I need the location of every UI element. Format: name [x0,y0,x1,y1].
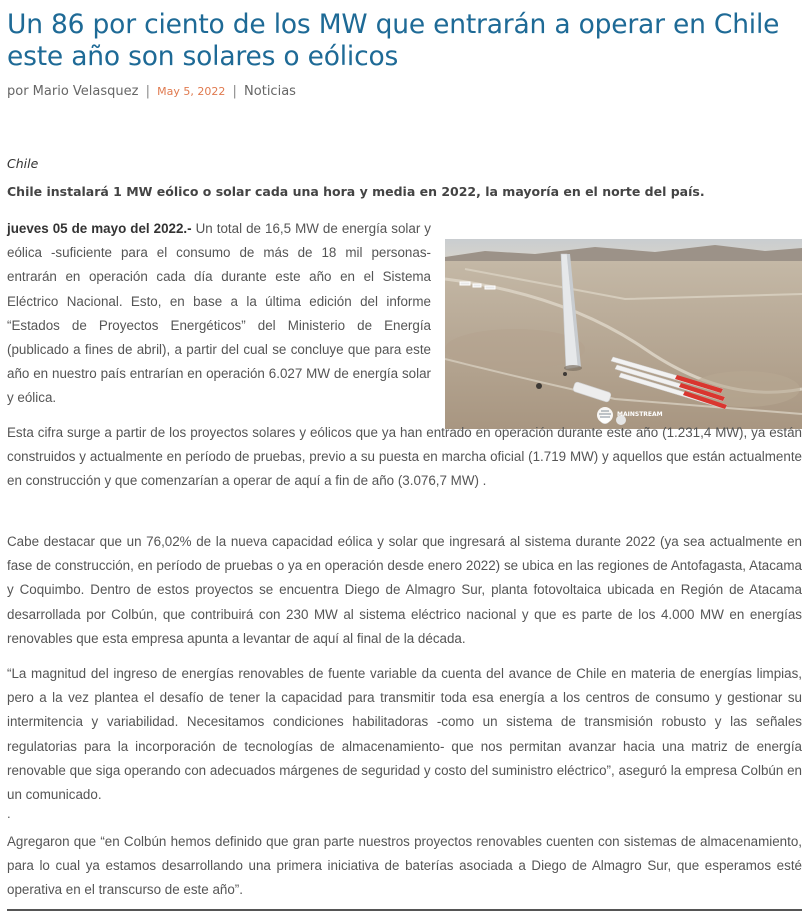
meta-separator: | [232,84,237,99]
article-lead: Chile instalará 1 MW eólico o solar cada una hora y media en 2022, la mayoría en el norte del país. [7,184,705,199]
photo-logo-text: MAINSTREAM [617,411,663,418]
region-label: Chile [7,156,39,171]
paragraph-2: Esta cifra surge a partir de los proyectos solares y eólicos que ya han entrado en operación durante este año (1.231,4 MW), ya están construidos y actualmente en período de pruebas, previo a su puesta en marcha oficial (1.719 MW) y aquellos que están actualmente en construcción y que comenzarían a operar de aquí a fin de año (3.076,7 MW) . [7,425,802,489]
paragraph-1 [7,217,431,411]
post-date: May 5, 2022 [157,85,226,98]
paragraph-1-text: Un total de 16,5 MW de energía solar y eólica -suficiente para el consumo de más de 18 mil personas- entrarán en operación cada día durante este año en el Sistema Eléctrico Nacional. Esto, en base a la última edición del informe “Estados de Proyectos Energéticos” del Ministerio de Energía (publicado a fines de abril), a partir del cual se concluye que para este año en nuestro país entrarían en operación 6.027 MW de energía solar y eólica. [7,221,431,406]
article-title[interactable]: Un 86 por ciento de los MW que entrarán a operar en Chile este año son solares o eólicos [7,9,780,72]
paragraph-3: Cabe destacar que un 76,02% de la nueva capacidad eólica y solar que ingresará al sistema durante 2022 (ya sea actualmente en fase de construcción, en período de pruebas o ya en operación desde enero 2022) se ubica en las regiones de Antofagasta, Atacama y Coquimbo. Dentro de estos proyectos se encuentra Diego de Almagro Sur, planta fotovoltaica ubicada en Región de Atacama desarrollada por Colbún, que contribuirá con 230 MW al sistema eléctrico nacional y que es parte de los 4.000 MW en energías renovables que esta empresa apunta a levantar de aquí al final de la década. [7,534,802,646]
paragraph-4: “La magnitud del ingreso de energías renovables de fuente variable da cuenta del avance de Chile en materia de energías limpias, pero a la vez plantea el desafío de tener la capacidad para transmitir toda esa energía a los centros de consumo y gestionar su intermitencia y variabilidad. Necesitamos condiciones habilitadoras -como un sistema de transmisión robusto y las señales regulatorias para la incorporación de tecnologías de almacenamiento- que nos permitan avanzar hacia una matriz de energía renovable que siga operando con adecuados márgenes de seguridad y costo del suministro eléctrico”, aseguró la empresa Colbún en un comunicado. [7,666,802,803]
author-link[interactable]: por Mario Velasquez [7,84,139,99]
wind-turbine-photo [445,239,802,429]
meta-separator: | [145,84,150,99]
article-meta [7,84,296,99]
dateline: jueves 05 de mayo del 2022.- [7,221,192,236]
bottom-divider [7,909,802,911]
paragraph-5: Agregaron que “en Colbún hemos definido que gran parte nuestros proyectos renovables cuenten con sistemas de almacenamiento, para lo cual ya estamos desarrollando una primera iniciativa de baterías asociada a Diego de Almagro Sur, que esperamos esté operativa en el transcurso de este año”. [7,834,802,898]
category-link[interactable]: Noticias [244,84,296,99]
separator-dot: . [7,806,11,821]
